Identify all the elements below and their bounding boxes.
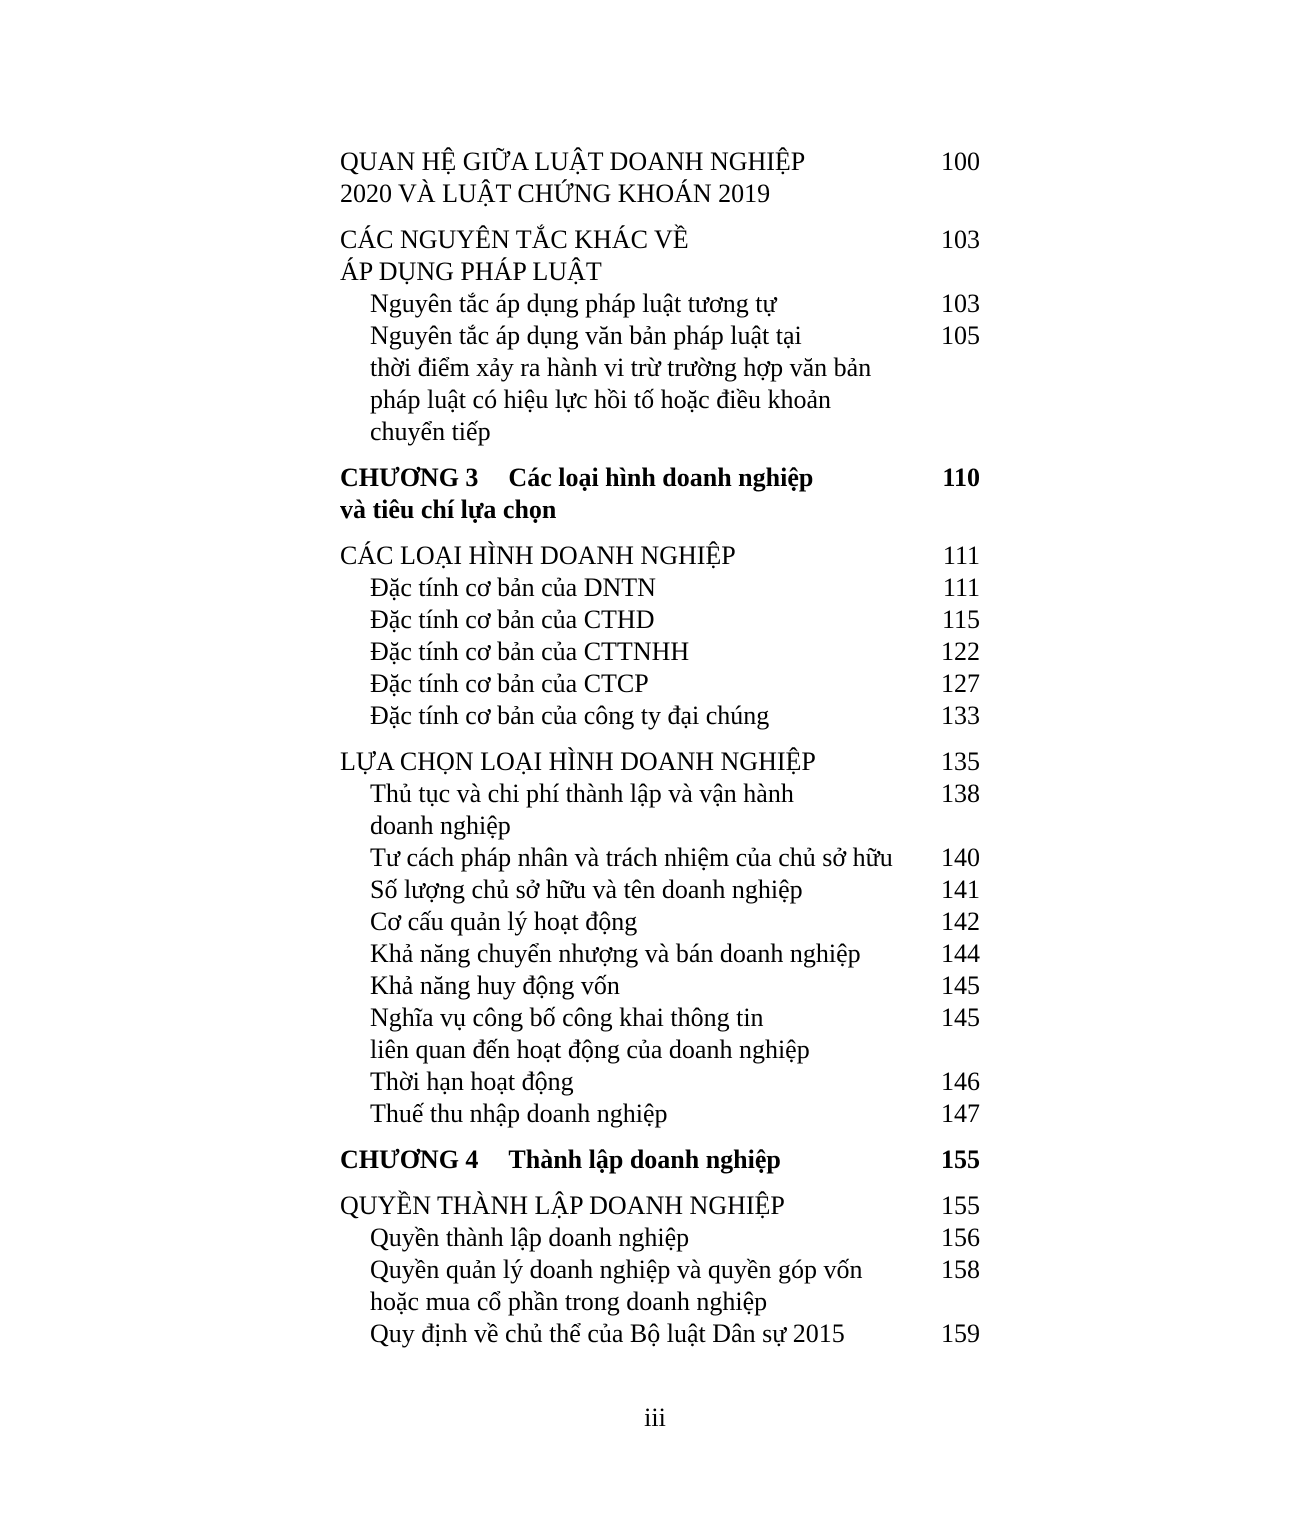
toc-entry-line bbox=[340, 1144, 922, 1176]
toc-entry-text bbox=[340, 224, 922, 288]
toc-entry-text bbox=[340, 1002, 922, 1066]
toc-entry-text bbox=[340, 540, 922, 572]
toc-entry bbox=[340, 288, 980, 320]
toc-entry bbox=[340, 1098, 980, 1130]
toc-entry-line: Đặc tính cơ bản của CTTNHH bbox=[370, 637, 690, 666]
toc-page-number: 155 bbox=[941, 1145, 980, 1174]
toc-entry-line: Tư cách pháp nhân và trách nhiệm của chủ sở hữu bbox=[370, 843, 893, 872]
toc-list bbox=[340, 146, 980, 1350]
toc-entry-line: doanh nghiệp bbox=[370, 811, 511, 840]
toc-page-number: 141 bbox=[941, 875, 980, 904]
toc-entry-line: CÁC LOẠI HÌNH DOANH NGHIỆP bbox=[340, 541, 736, 570]
toc-entry bbox=[340, 874, 980, 906]
toc-entry-text bbox=[340, 1190, 922, 1222]
toc-entry bbox=[340, 668, 980, 700]
toc-entry-text bbox=[340, 700, 922, 732]
toc-entry-line: liên quan đến hoạt động của doanh nghiệp bbox=[370, 1035, 810, 1064]
toc-entry-text bbox=[340, 938, 922, 970]
toc-page-number: 145 bbox=[941, 971, 980, 1000]
toc-entry-line: thời điểm xảy ra hành vi trừ trường hợp văn bản bbox=[370, 353, 872, 382]
toc-entry-line: QUYỀN THÀNH LẬP DOANH NGHIỆP bbox=[340, 1191, 785, 1220]
toc-entry-text bbox=[340, 746, 922, 778]
toc-page-number: 158 bbox=[941, 1255, 980, 1284]
toc-entry bbox=[340, 320, 980, 448]
toc-page-number: 115 bbox=[941, 605, 980, 634]
toc-entry bbox=[340, 1066, 980, 1098]
toc-entry-line: Thủ tục và chi phí thành lập và vận hành bbox=[370, 779, 794, 808]
toc-entry bbox=[340, 1144, 980, 1176]
toc-entry-line: Nghĩa vụ công bố công khai thông tin bbox=[370, 1003, 764, 1032]
toc-entry-text bbox=[340, 604, 922, 636]
toc-entry bbox=[340, 572, 980, 604]
toc-entry bbox=[340, 778, 980, 842]
toc-entry-text bbox=[340, 146, 922, 210]
toc-entry-line: Khả năng chuyển nhượng và bán doanh nghiệp bbox=[370, 939, 861, 968]
toc-entry bbox=[340, 540, 980, 572]
toc-page-number: 100 bbox=[941, 147, 980, 176]
toc-entry-line: ÁP DỤNG PHÁP LUẬT bbox=[340, 257, 602, 286]
toc-page-number: 133 bbox=[941, 701, 980, 730]
toc-entry-text bbox=[340, 906, 922, 938]
toc-entry bbox=[340, 970, 980, 1002]
toc-entry-line: 2020 VÀ LUẬT CHỨNG KHOÁN 2019 bbox=[340, 179, 771, 208]
toc-entry bbox=[340, 604, 980, 636]
toc-entry-line: Số lượng chủ sở hữu và tên doanh nghiệp bbox=[370, 875, 803, 904]
toc-entry-line: Nguyên tắc áp dụng văn bản pháp luật tại bbox=[370, 321, 802, 350]
toc-entry bbox=[340, 636, 980, 668]
toc-entry bbox=[340, 1190, 980, 1222]
toc-entry-line: Đặc tính cơ bản của DNTN bbox=[370, 573, 656, 602]
toc-entry-line: Nguyên tắc áp dụng pháp luật tương tự bbox=[370, 289, 777, 318]
toc-entry bbox=[340, 1002, 980, 1066]
toc-entry-text bbox=[340, 1254, 922, 1318]
toc-page-number: 146 bbox=[941, 1067, 980, 1096]
toc-page-number: 111 bbox=[942, 573, 980, 602]
toc-page-number: 138 bbox=[941, 779, 980, 808]
toc-entry-text bbox=[340, 572, 922, 604]
chapter-title: Các loại hình doanh nghiệp bbox=[508, 463, 814, 492]
chapter-label: CHƯƠNG 4 bbox=[340, 1145, 479, 1174]
toc-entry-line: pháp luật có hiệu lực hồi tố hoặc điều khoản bbox=[370, 385, 832, 414]
toc-entry-line: Thuế thu nhập doanh nghiệp bbox=[370, 1099, 668, 1128]
toc-entry-text bbox=[340, 668, 922, 700]
toc-entry-text bbox=[340, 1066, 922, 1098]
toc-entry-line: Đặc tính cơ bản của CTHD bbox=[370, 605, 655, 634]
toc-page-number: 140 bbox=[941, 843, 980, 872]
toc-entry-line: QUAN HỆ GIỮA LUẬT DOANH NGHIỆP bbox=[340, 147, 806, 176]
toc-entry-line: CÁC NGUYÊN TẮC KHÁC VỀ bbox=[340, 225, 689, 254]
toc-page-number: 103 bbox=[941, 225, 980, 254]
toc-entry-line: Đặc tính cơ bản của CTCP bbox=[370, 669, 649, 698]
toc-entry-line: hoặc mua cổ phần trong doanh nghiệp bbox=[370, 1287, 768, 1316]
toc-page-number: 105 bbox=[941, 321, 980, 350]
toc-entry bbox=[340, 906, 980, 938]
toc-page-number: 127 bbox=[941, 669, 980, 698]
toc-entry-line: Quyền thành lập doanh nghiệp bbox=[370, 1223, 690, 1252]
toc-entry bbox=[340, 462, 980, 526]
toc-entry bbox=[340, 146, 980, 210]
toc-entry-line bbox=[340, 462, 922, 494]
toc-page-number: 159 bbox=[941, 1319, 980, 1348]
toc-page-number: 122 bbox=[941, 637, 980, 666]
page-number-footer: iii bbox=[644, 1403, 666, 1432]
toc-page-number: 145 bbox=[941, 1003, 980, 1032]
toc-page-number: 147 bbox=[941, 1099, 980, 1128]
toc-entry bbox=[340, 746, 980, 778]
toc-entry bbox=[340, 700, 980, 732]
toc-entry-text bbox=[340, 636, 922, 668]
toc-entry-line: chuyển tiếp bbox=[370, 417, 491, 446]
toc-entry-text bbox=[340, 970, 922, 1002]
toc-page-number: 110 bbox=[942, 463, 980, 492]
toc-entry-text bbox=[340, 288, 922, 320]
toc-entry-line: Cơ cấu quản lý hoạt động bbox=[370, 907, 638, 936]
toc-page-number: 156 bbox=[941, 1223, 980, 1252]
toc-entry bbox=[340, 1222, 980, 1254]
toc-page-number: 111 bbox=[942, 541, 980, 570]
chapter-label: CHƯƠNG 3 bbox=[340, 463, 479, 492]
toc-entry bbox=[340, 1254, 980, 1318]
toc-page-number: 155 bbox=[941, 1191, 980, 1220]
toc-entry-text bbox=[340, 320, 922, 448]
toc-page-number: 144 bbox=[941, 939, 980, 968]
toc-entry-text bbox=[340, 874, 922, 906]
toc-entry-text bbox=[340, 1222, 922, 1254]
toc-entry-line: Quy định về chủ thể của Bộ luật Dân sự 2015 bbox=[370, 1319, 845, 1348]
toc-entry-line: LỰA CHỌN LOẠI HÌNH DOANH NGHIỆP bbox=[340, 747, 816, 776]
toc-entry-line: và tiêu chí lựa chọn bbox=[340, 495, 557, 524]
toc-entry-text bbox=[340, 462, 922, 526]
toc-entry-text bbox=[340, 1098, 922, 1130]
toc-entry bbox=[340, 224, 980, 288]
chapter-title: Thành lập doanh nghiệp bbox=[508, 1145, 781, 1174]
toc-entry-line: Đặc tính cơ bản của công ty đại chúng bbox=[370, 701, 770, 730]
toc-entry-line: Thời hạn hoạt động bbox=[370, 1067, 574, 1096]
toc-page-number: 135 bbox=[941, 747, 980, 776]
toc-entry bbox=[340, 842, 980, 874]
toc-page-number: 103 bbox=[941, 289, 980, 318]
toc-entry-text bbox=[340, 1144, 922, 1176]
toc-page-number: 142 bbox=[941, 907, 980, 936]
toc-entry bbox=[340, 938, 980, 970]
toc-entry-text bbox=[340, 1318, 922, 1350]
toc-entry-line: Khả năng huy động vốn bbox=[370, 971, 620, 1000]
toc-entry-line: Quyền quản lý doanh nghiệp và quyền góp vốn bbox=[370, 1255, 863, 1284]
toc-entry bbox=[340, 1318, 980, 1350]
toc-entry-text bbox=[340, 842, 922, 874]
toc-entry-text bbox=[340, 778, 922, 842]
